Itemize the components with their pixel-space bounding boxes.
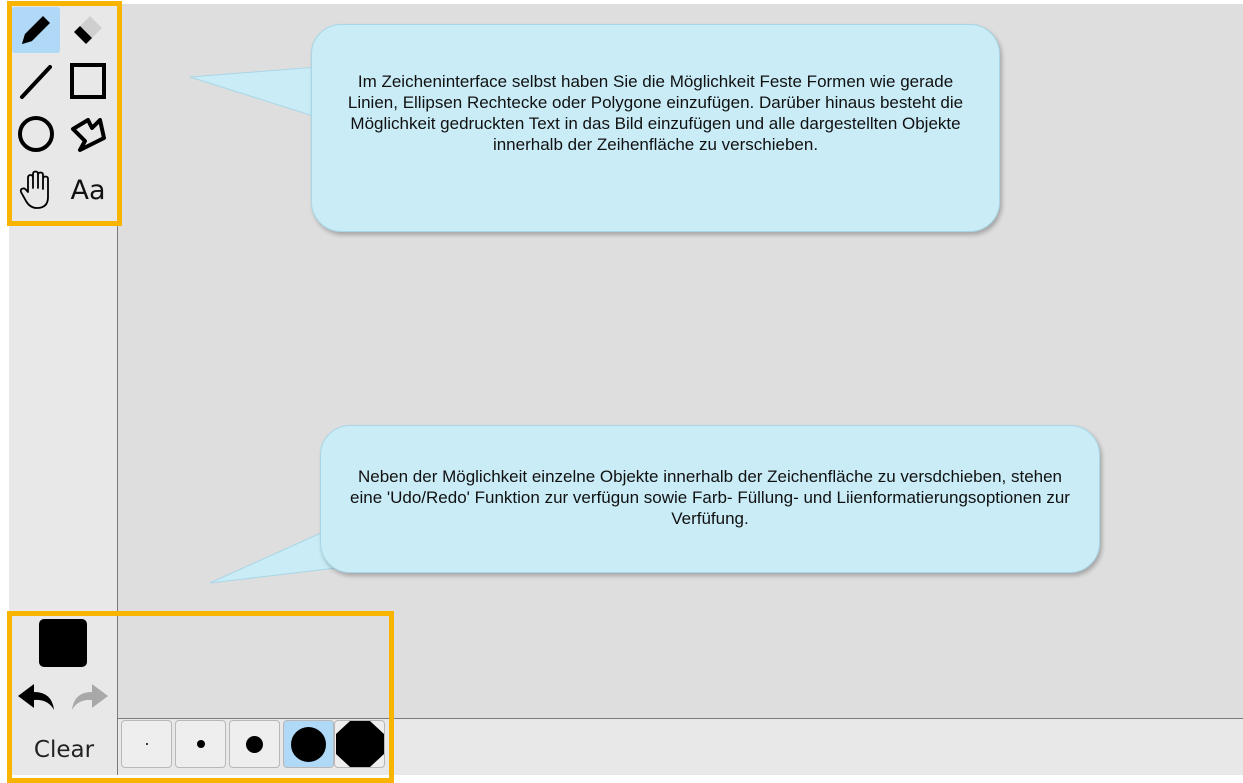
text-tool-button[interactable]	[64, 167, 112, 213]
rectangle-icon	[68, 61, 108, 101]
clear-button[interactable]: Clear	[33, 737, 95, 763]
brush-size-1-dot	[146, 743, 148, 745]
brush-size-2-button[interactable]	[175, 720, 226, 768]
brush-size-5-button[interactable]	[334, 720, 385, 768]
brush-size-4-dot	[291, 727, 326, 762]
line-tool-button[interactable]	[12, 58, 60, 104]
pan-tool-button[interactable]	[12, 167, 60, 213]
redo-icon	[70, 682, 110, 714]
current-color-swatch[interactable]	[39, 619, 87, 667]
pencil-tool-button[interactable]	[12, 7, 60, 53]
redo-button[interactable]	[70, 682, 110, 714]
brush-size-5-dot	[336, 721, 384, 767]
rectangle-tool-button[interactable]	[64, 58, 112, 104]
undo-button[interactable]	[18, 682, 58, 714]
callout-top	[311, 24, 1000, 232]
callout-top-text: Im Zeicheninterface selbst haben Sie die Möglichkeit Feste Formen wie gerade Linien, Ellipsen Rechtecke oder Polygone einzufügen. Darüber hinaus besteht die Möglichkeit gedruckten Text in das Bild einzufügen und alle dargestellten Objekte innerhalb der Zeihenfläche zu verschieben.	[347, 72, 964, 154]
line-icon	[16, 61, 56, 101]
pencil-icon	[16, 10, 56, 50]
callout-bottom-text: Neben der Möglichkeit einzelne Objekte innerhalb der Zeichenfläche zu versdchieben, stehen eine 'Udo/Redo' Funktion zur verfügun sowie Farb- Füllung- und Liienformatierungsoptionen zur Verfüfung.	[350, 467, 1070, 528]
brush-size-3-button[interactable]	[229, 720, 280, 768]
undo-icon	[18, 682, 58, 714]
callout-bottom	[320, 425, 1100, 573]
hand-icon	[19, 170, 53, 210]
eraser-tool-button[interactable]	[64, 7, 112, 53]
polygon-tool-button[interactable]	[64, 111, 112, 157]
eraser-icon	[68, 10, 108, 50]
brush-size-2-dot	[197, 740, 205, 748]
polygon-icon	[68, 114, 108, 154]
ellipse-icon	[16, 114, 56, 154]
ellipse-tool-button[interactable]	[12, 111, 60, 157]
brush-size-4-button[interactable]	[283, 720, 334, 768]
brush-size-3-dot	[246, 736, 263, 753]
text-icon: Aa	[70, 174, 106, 206]
brush-size-1-button[interactable]	[121, 720, 172, 768]
